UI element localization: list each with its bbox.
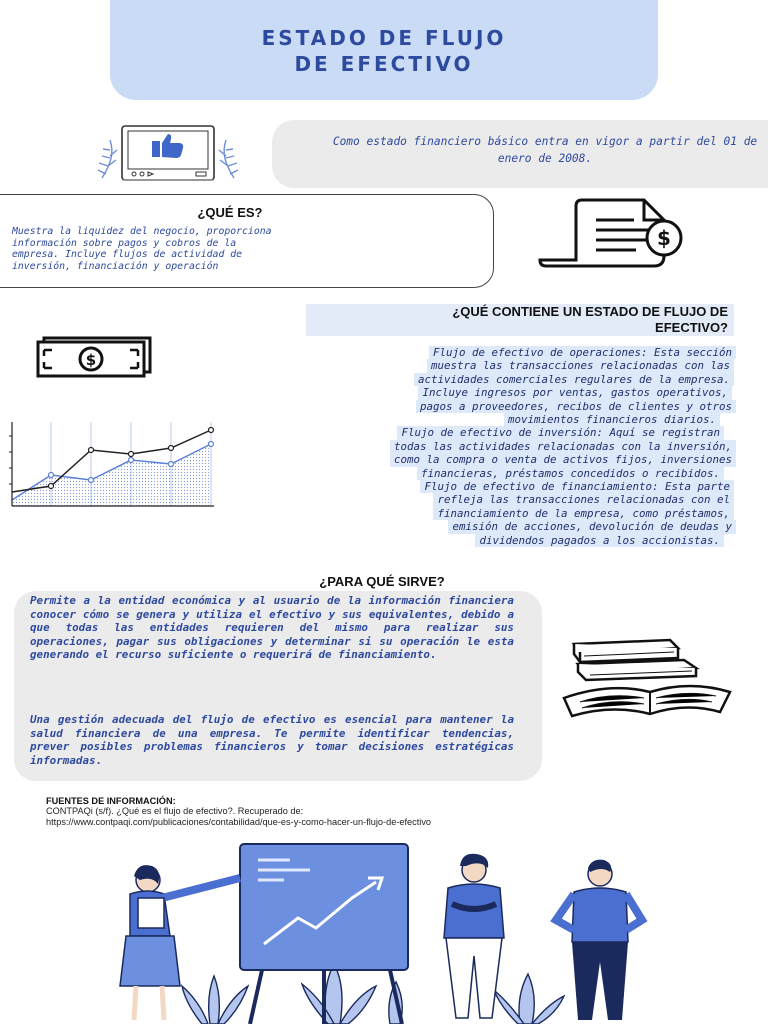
- presentation-people-illustration: [90, 836, 650, 1024]
- contiene-line: emisión de acciones, devolución de deudas y: [448, 520, 736, 533]
- que-es-line: inversión, financiación y operación: [12, 260, 219, 272]
- contiene-line: Flujo de efectivo de operaciones: Esta sección: [429, 346, 736, 359]
- title-banner: [110, 0, 658, 100]
- document-money-icon: [536, 196, 696, 272]
- contiene-line: actividades comerciales regulares de la empresa.: [414, 373, 734, 386]
- contiene-line: refleja las transacciones relacionadas con el: [433, 493, 734, 506]
- contiene-line: pagos a proveedores, recibos de clientes y otros: [416, 400, 736, 413]
- title-line-1: ESTADO DE FLUJO: [261, 26, 507, 50]
- contiene-line: dividendos pagados a los accionistas.: [475, 534, 724, 547]
- svg-text:$: $: [85, 351, 97, 369]
- contiene-line: muestra las transacciones relacionadas con las: [427, 359, 734, 372]
- intro-text: Como estado financiero básico entra en vigor a partir del 01 de enero de 2008.: [332, 135, 758, 165]
- contiene-line: como la compra o venta de activos fijos, inversiones: [390, 453, 736, 466]
- contiene-line: Flujo de efectivo de financiamiento: Esta parte: [420, 480, 734, 493]
- contiene-line: Flujo de efectivo de inversión: Aquí se registran: [397, 426, 724, 439]
- que-es-heading: ¿QUÉ ES?: [197, 205, 263, 220]
- fuentes-citation: CONTPAQi (s/f). ¿Qué es el flujo de efectivo?. Recuperado de:: [46, 806, 304, 816]
- sirve-paragraph-1: Permite a la entidad económica y al usuario de la información financiera conocer cómo se genera y utiliza el efectivo y sus equivalentes, debido a que todas las entidades requieren del mismo para realizar sus operaciones, pagar sus obligaciones y determinar si su operación le esta generando el recurso suficiente o requerirá de financiamiento.: [30, 594, 514, 662]
- fuentes-heading: FUENTES DE INFORMACIÓN:: [46, 796, 176, 806]
- title-line-2: DE EFECTIVO: [294, 52, 474, 76]
- sirve-heading: ¿PARA QUÉ SIRVE?: [319, 574, 445, 589]
- contiene-line: financieras, préstamos concedidos o recibidos.: [417, 467, 724, 480]
- que-es-line: Muestra la liquidez del negocio, proporciona: [12, 226, 272, 237]
- line-chart-illustration: [6, 420, 216, 510]
- que-es-text: [12, 226, 372, 272]
- svg-text:$: $: [657, 226, 671, 250]
- monitor-like-icon: [92, 122, 244, 184]
- contiene-heading-line-2: EFECTIVO?: [655, 320, 728, 335]
- que-es-line: información sobre pagos y cobros de la: [12, 237, 237, 249]
- books-icon: [560, 634, 734, 720]
- contiene-line: Incluye ingresos por ventas, gastos operativos,: [418, 386, 732, 399]
- fuentes-url: https://www.contpaqi.com/publicaciones/contabilidad/que-es-y-como-hacer-un-flujo-de-efectivo: [46, 817, 432, 827]
- contiene-text-block: [222, 346, 740, 546]
- contiene-heading: [306, 304, 734, 336]
- banknote-icon: [32, 334, 154, 378]
- contiene-line: todas las actividades relacionadas con la inversión,: [390, 440, 736, 453]
- contiene-line: financiamiento de la empresa, como préstamos,: [433, 507, 734, 520]
- contiene-heading-line-1: ¿QUÉ CONTIENE UN ESTADO DE FLUJO DE: [452, 304, 728, 319]
- contiene-line: movimientos financieros diarios.: [504, 413, 720, 426]
- sirve-paragraph-2: Una gestión adecuada del flujo de efectivo es esencial para mantener la salud financiera de una empresa. Te permite identificar tendencias, prever posibles problemas financieros y tomar decisiones estratégicas informadas.: [30, 713, 514, 767]
- que-es-line: empresa. Incluye flujos de actividad de: [12, 249, 243, 261]
